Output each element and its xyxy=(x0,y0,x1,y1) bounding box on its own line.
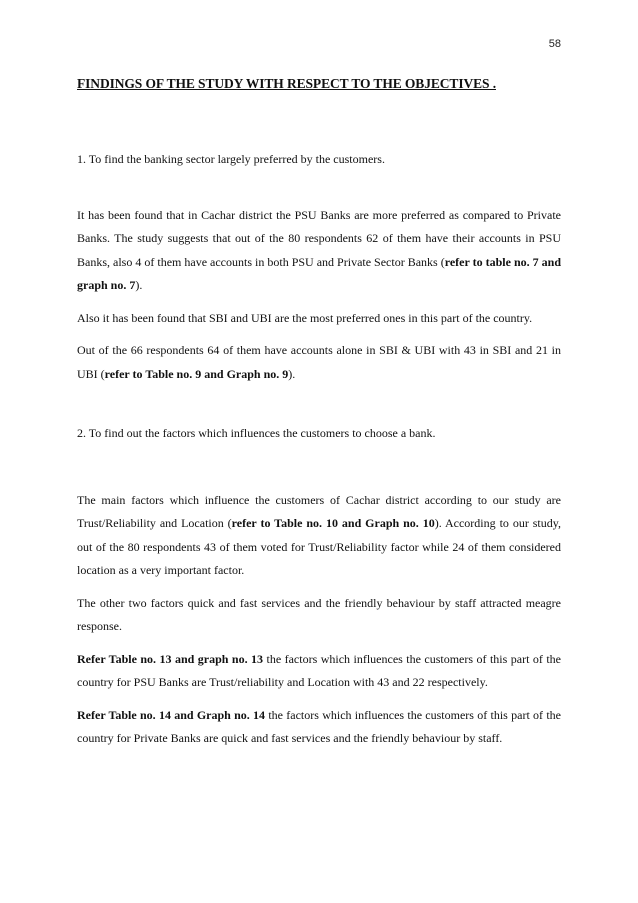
objective-2-paragraph-4 xyxy=(77,704,561,751)
paragraph-text: The main factors which influence the customers of Cachar district according to our study are Trust/Reliability and Location ( xyxy=(77,492,561,530)
objective-1-paragraph-3 xyxy=(77,339,561,386)
objective-2-heading: 2. To find out the factors which influences the customers to choose a bank. xyxy=(77,426,436,440)
paragraph-text: ). According to our study, out of the 80 respondents 43 of them voted for Trust/Reliability factor while 24 of them considered location as a very important factor. xyxy=(77,516,561,577)
table-reference: refer to table no. 7 and graph no. 7 xyxy=(77,254,561,292)
objective-2-paragraph-2: The other two factors quick and fast services and the friendly behaviour by staff attracted meagre response. xyxy=(77,595,561,633)
paragraph-text: the factors which influences the customers of this part of the country for PSU Banks are Trust/reliability and Location with 43 and 22 respectively. xyxy=(77,651,561,689)
table-reference: Refer Table no. 14 and Graph no. 14 xyxy=(77,707,266,722)
paragraph-text: Out of the 66 respondents 64 of them have accounts alone in SBI & UBI with 43 in SBI and 21 in UBI ( xyxy=(77,343,561,381)
table-reference: refer to Table no. 9 and Graph no. 9 xyxy=(104,366,289,381)
paragraph-text: It has been found that in Cachar district the PSU Banks are more preferred as compared to Private Banks. The study suggests that out of the 80 respondents 62 of them have their accounts in PSU Banks, also 4 of them have accounts in both PSU and Private Sector Banks ( xyxy=(77,207,561,269)
page-number: 58 xyxy=(548,38,561,50)
objective-2-paragraph-3 xyxy=(77,648,561,695)
paragraph-text: the factors which influences the customers of this part of the country for Private Banks are quick and fast services and the friendly behaviour by staff. xyxy=(77,707,561,745)
document-body xyxy=(77,76,561,751)
table-reference: Refer Table no. 13 and graph no. 13 xyxy=(77,651,264,666)
paragraph-text: ). xyxy=(135,278,143,292)
objective-1-paragraph-1 xyxy=(77,204,561,298)
objective-2-paragraph-1 xyxy=(77,489,561,583)
page-title: FINDINGS OF THE STUDY WITH RESPECT TO THE OBJECTIVES . xyxy=(77,76,496,91)
table-reference: refer to Table no. 10 and Graph no. 10 xyxy=(231,516,435,530)
paragraph-text: ). xyxy=(288,366,296,381)
objective-1-paragraph-2: Also it has been found that SBI and UBI are the most preferred ones in this part of the country. xyxy=(77,310,533,325)
objective-1-heading: 1. To find the banking sector largely preferred by the customers. xyxy=(77,152,385,166)
